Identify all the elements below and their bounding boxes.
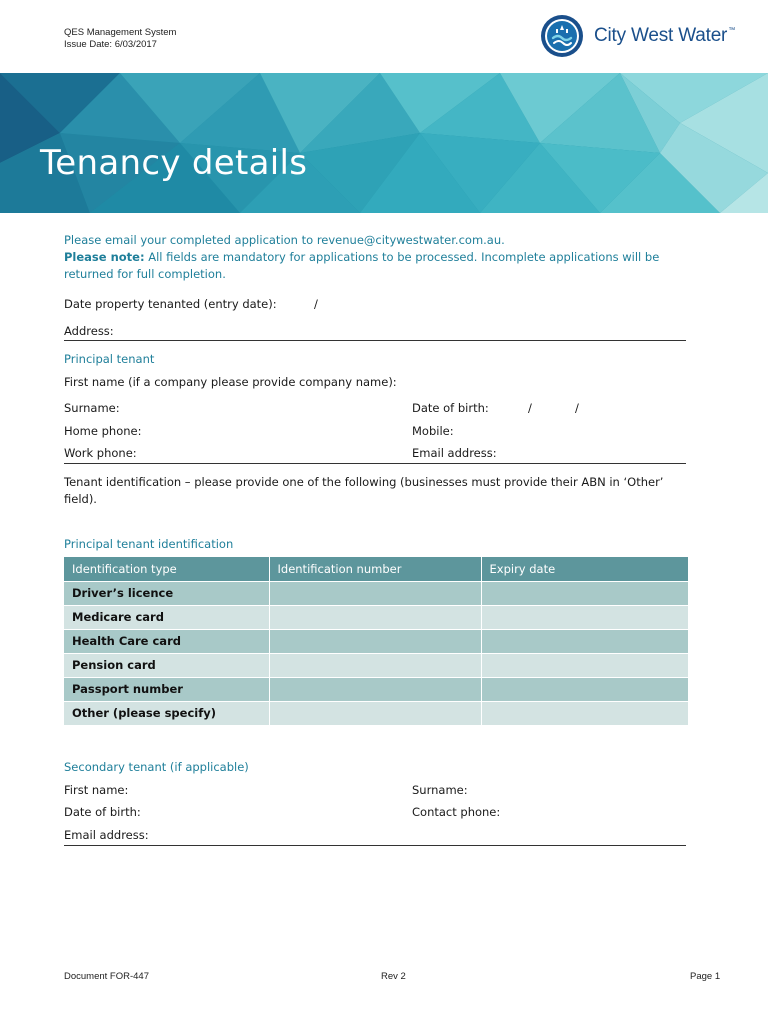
identification-instruction: Tenant identification – please provide one of the following (businesses must provide their ABN in ‘Other’ field). [64,475,664,506]
issue-date: Issue Date: 6/03/2017 [64,39,157,50]
email-address-label: Email address: [412,446,497,460]
identification-table [64,557,688,725]
table-row [64,605,688,629]
city-west-water-logo [540,14,735,58]
note-label: Please note: [64,250,145,264]
table-header-row [64,557,688,581]
secondary-surname-label: Surname: [412,783,468,797]
secondary-first-name-label: First name: [64,783,129,797]
secondary-email-label: Email address: [64,828,149,842]
identification-type-cell: Other (please specify) [64,701,269,725]
identification-number-cell[interactable] [269,581,481,605]
first-name-label: First name (if a company please provide company name): [64,375,397,389]
document-meta [64,27,176,51]
identification-type-cell: Passport number [64,677,269,701]
note-text: All fields are mandatory for applications to be processed. Incomplete applications will be returned for full completion. [64,250,660,281]
identification-type-cell: Pension card [64,653,269,677]
dob-label: Date of birth: [412,401,489,415]
identification-type-cell: Health Care card [64,629,269,653]
email-link[interactable]: revenue@citywestwater.com.au. [316,233,505,247]
identification-number-cell[interactable] [269,629,481,653]
logo-text [594,25,735,47]
email-instruction-text: Please email your completed application to [64,233,317,247]
table-row [64,629,688,653]
column-header-expiry-date: Expiry date [481,557,688,581]
expiry-date-cell[interactable] [481,629,688,653]
header-banner [0,73,768,213]
identification-number-cell[interactable] [269,677,481,701]
page-title: Tenancy details [40,143,308,183]
work-phone-label: Work phone: [64,446,137,460]
address-rule [64,340,686,341]
identification-number-cell[interactable] [269,701,481,725]
dob-separator-1: / [528,401,532,415]
logo-name: City West Water [594,25,728,46]
document-number: Document FOR-447 [64,971,150,982]
expiry-date-cell[interactable] [481,653,688,677]
column-header-identification-type: Identification type [64,557,269,581]
secondary-tenant-heading: Secondary tenant (if applicable) [64,760,249,774]
date-tenanted-separator: / [314,297,318,311]
table-row [64,677,688,701]
principal-tenant-heading: Principal tenant [64,352,155,366]
expiry-date-cell[interactable] [481,581,688,605]
identification-number-cell[interactable] [269,653,481,677]
table-row [64,653,688,677]
surname-label: Surname: [64,401,120,415]
address-label: Address: [64,324,114,338]
home-phone-label: Home phone: [64,424,142,438]
identification-number-cell[interactable] [269,605,481,629]
table-row [64,581,688,605]
secondary-tenant-rule [64,845,686,846]
principal-tenant-rule [64,463,686,464]
secondary-contact-phone-label: Contact phone: [412,805,501,819]
page-number: Page 1 [690,971,721,982]
table-row [64,701,688,725]
trademark-symbol: ™ [728,27,735,34]
water-drop-logo-icon [540,14,584,58]
system-name: QES Management System [64,27,177,38]
expiry-date-cell[interactable] [481,605,688,629]
date-tenanted-label: Date property tenanted (entry date): [64,297,277,311]
identification-type-cell: Medicare card [64,605,269,629]
principal-identification-heading: Principal tenant identification [64,537,234,551]
identification-type-cell: Driver’s licence [64,581,269,605]
expiry-date-cell[interactable] [481,701,688,725]
column-header-identification-number: Identification number [269,557,481,581]
mobile-label: Mobile: [412,424,454,438]
expiry-date-cell[interactable] [481,677,688,701]
dob-separator-2: / [575,401,579,415]
secondary-dob-label: Date of birth: [64,805,141,819]
mandatory-note [64,249,684,283]
revision: Rev 2 [381,971,406,982]
email-instruction [64,232,505,249]
